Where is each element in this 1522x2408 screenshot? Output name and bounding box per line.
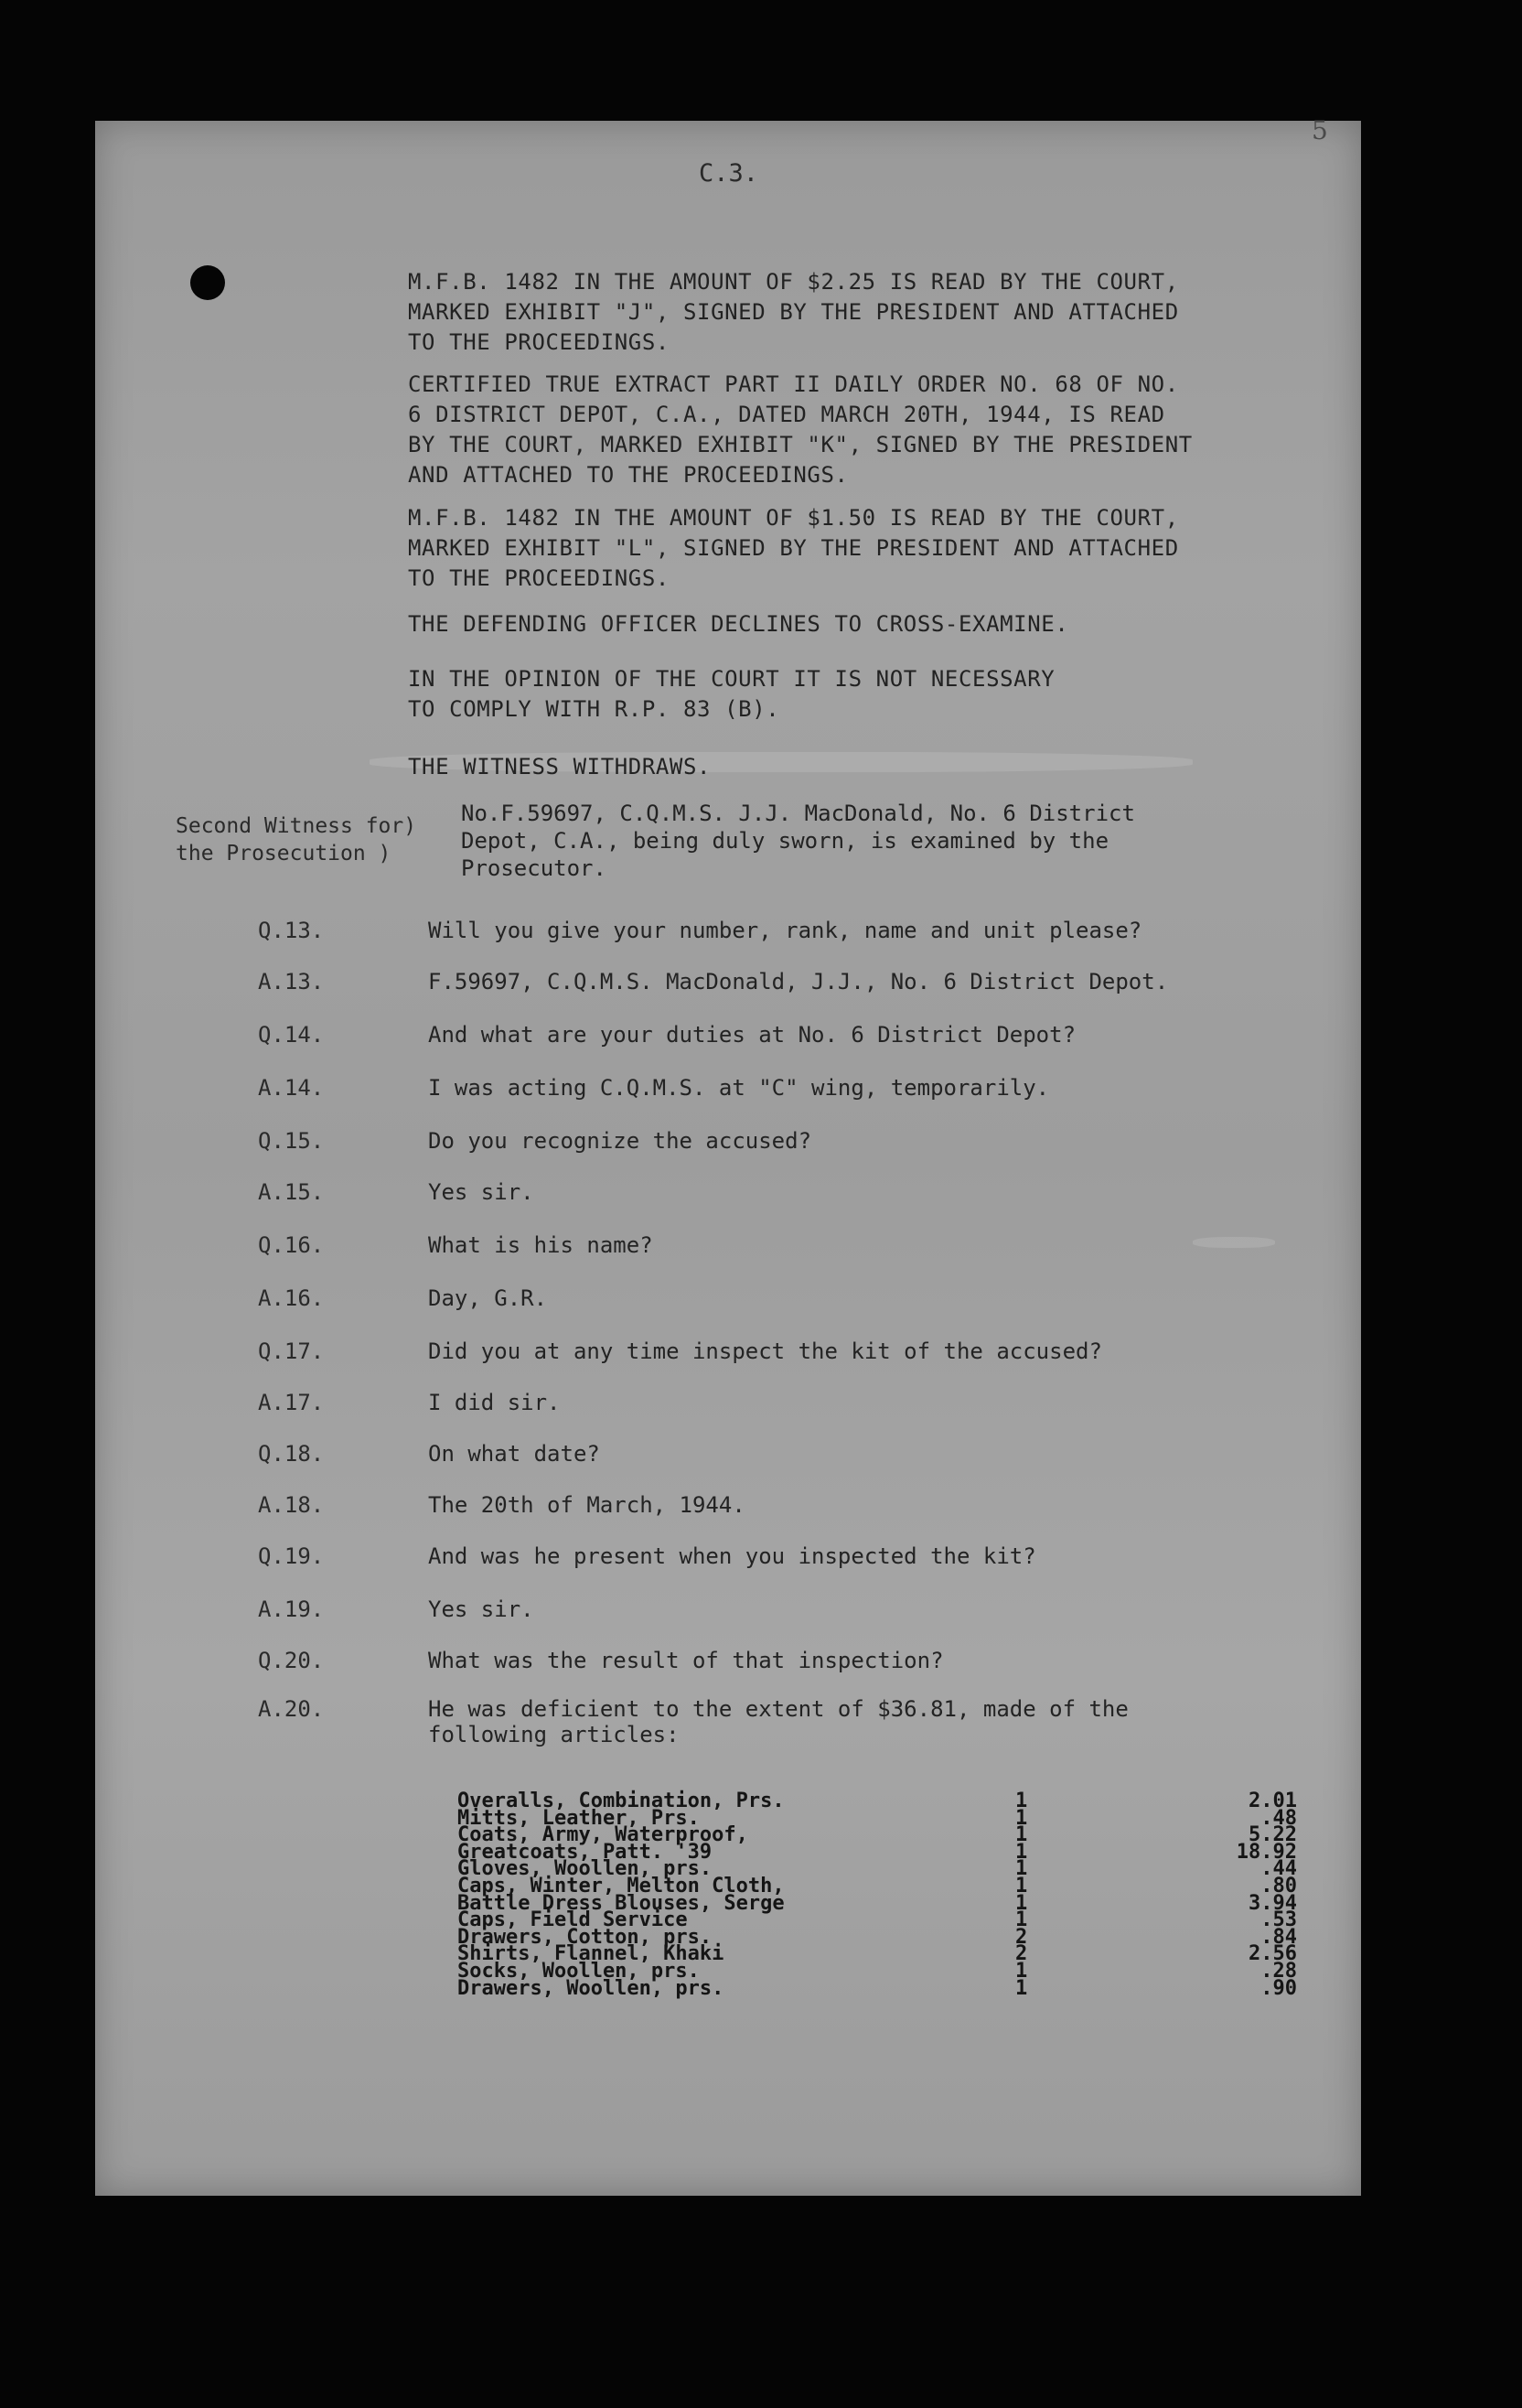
qa-number: A.13. [258,969,325,994]
qa-number: Q.14. [258,1022,325,1048]
qa-number: Q.13. [258,918,325,943]
qa-number: Q.17. [258,1338,325,1364]
article-quantity: 1 [1015,1806,1028,1830]
article-quantity: 1 [1015,1976,1028,2000]
qa-row [258,915,1337,946]
document-page [95,115,1361,2196]
qa-number: A.15. [258,1179,325,1205]
deficient-articles-list [457,1790,1299,2000]
qa-row [258,1696,1337,1751]
qa-row [258,1072,1337,1103]
qa-row [258,966,1337,997]
qa-number: A.18. [258,1492,325,1518]
article-value: .84 [1260,1925,1297,1949]
article-value: .80 [1260,1874,1297,1897]
qa-number: A.20. [258,1696,325,1722]
qa-number: Q.18. [258,1441,325,1467]
qa-number: A.19. [258,1596,325,1622]
paragraph-court-opinion: IN THE OPINION OF THE COURT IT IS NOT NECESSARY TO COMPLY WITH R.P. 83 (B). [408,666,1056,722]
article-value: .53 [1260,1908,1297,1932]
witness-label: Second Witness for) the Prosecution ) [176,814,417,865]
qa-text: On what date? [428,1441,600,1467]
qa-text: Yes sir. [428,1179,534,1205]
article-name: Drawers, Cotton, prs. [457,1925,713,1949]
article-name: Caps, Field Service [457,1908,688,1932]
article-quantity: 1 [1015,1823,1028,1847]
article-value: 18.92 [1236,1840,1297,1864]
page-number: C.3. [699,159,759,188]
article-value: .28 [1260,1959,1297,1983]
qa-row [258,1541,1337,1572]
article-value: 3.94 [1249,1891,1297,1915]
qa-text: And was he present when you inspected the kit? [428,1543,1036,1569]
article-name: Greatcoats, Patt. '39 [457,1840,713,1864]
qa-number: Q.16. [258,1232,325,1258]
qa-number: Q.15. [258,1128,325,1154]
article-name: Gloves, Woollen, prs. [457,1857,713,1881]
paragraph-witness-withdraws: THE WITNESS WITHDRAWS. [408,754,712,779]
article-value: 5.22 [1249,1823,1297,1847]
qa-text: The 20th of March, 1944. [428,1492,745,1518]
punch-hole [190,265,225,300]
qa-text: Will you give your number, rank, name and unit please? [428,918,1142,943]
article-name: Coats, Army, Waterproof, [457,1823,748,1847]
qa-text: And what are your duties at No. 6 District Depot? [428,1022,1077,1048]
qa-text: Day, G.R. [428,1285,548,1311]
article-name: Battle Dress Blouses, Serge [457,1891,785,1915]
qa-row [258,1387,1337,1418]
article-quantity: 1 [1015,1840,1028,1864]
list-item [457,1976,1299,2000]
qa-text: He was deficient to the extent of $36.81, made of the following articles: [428,1696,1129,1747]
corner-page-number: 5 [1312,115,1328,145]
paragraph-exhibit-j: M.F.B. 1482 IN THE AMOUNT OF $2.25 IS READ BY THE COURT, MARKED EXHIBIT "J", SIGNED BY THE PRESIDENT AND ATTACHED TO THE PROCEEDINGS. [408,269,1179,355]
qa-row [258,1177,1337,1208]
qa-row [258,1438,1337,1469]
article-name: Drawers, Woollen, prs. [457,1976,724,2000]
qa-number: A.14. [258,1075,325,1101]
qa-row [258,1125,1337,1156]
article-value: .44 [1260,1857,1297,1881]
article-value: .90 [1260,1976,1297,2000]
qa-text: F.59697, C.Q.M.S. MacDonald, J.J., No. 6 District Depot. [428,969,1169,994]
witness-statement: No.F.59697, C.Q.M.S. J.J. MacDonald, No. 6 District Depot, C.A., being duly sworn, is examined by the Prosecutor. [461,801,1135,881]
article-quantity: 1 [1015,1857,1028,1881]
article-name: Caps, Winter, Melton Cloth, [457,1874,785,1897]
qa-number: A.16. [258,1285,325,1311]
qa-number: A.17. [258,1390,325,1415]
qa-number: Q.19. [258,1543,325,1569]
qa-number: Q.20. [258,1648,325,1673]
article-quantity: 1 [1015,1908,1028,1932]
article-value: 2.01 [1249,1790,1297,1812]
qa-text: What is his name? [428,1232,653,1258]
qa-row [258,1594,1337,1625]
qa-text: I did sir. [428,1390,561,1415]
qa-row [258,1645,1337,1676]
article-quantity: 2 [1015,1942,1028,1966]
qa-row [258,1230,1337,1261]
article-name: Socks, Woollen, prs. [457,1959,700,1983]
qa-row [258,1336,1337,1367]
article-value: 2.56 [1249,1942,1297,1966]
qa-text: What was the result of that inspection? [428,1648,944,1673]
article-name: Mitts, Leather, Prs. [457,1806,700,1830]
paragraph-defending-officer: THE DEFENDING OFFICER DECLINES TO CROSS-EXAMINE. [408,611,1069,637]
paragraph-exhibit-l: M.F.B. 1482 IN THE AMOUNT OF $1.50 IS READ BY THE COURT, MARKED EXHIBIT "L", SIGNED BY THE PRESIDENT AND ATTACHED TO THE PROCEEDINGS. [408,505,1179,591]
article-value: .48 [1260,1806,1297,1830]
qa-row [258,1283,1337,1314]
qa-text: Yes sir. [428,1596,534,1622]
qa-text: Do you recognize the accused? [428,1128,812,1154]
qa-row [258,1489,1337,1521]
qa-text: I was acting C.Q.M.S. at "C" wing, temporarily. [428,1075,1050,1101]
article-quantity: 2 [1015,1925,1028,1949]
article-name: Shirts, Flannel, Khaki [457,1942,724,1966]
article-quantity: 1 [1015,1790,1028,1812]
qa-text: Did you at any time inspect the kit of the accused? [428,1338,1102,1364]
qa-row [258,1019,1337,1050]
article-name: Overalls, Combination, Prs. [457,1790,785,1812]
paragraph-exhibit-k: CERTIFIED TRUE EXTRACT PART II DAILY ORDER NO. 68 OF NO. 6 DISTRICT DEPOT, C.A., DATED MARCH 20TH, 1944, IS READ BY THE COURT, MARKED EXHIBIT "K", SIGNED BY THE PRESIDENT AND ATTACHED TO THE PROCEEDINGS. [408,371,1193,488]
article-quantity: 1 [1015,1891,1028,1915]
article-quantity: 1 [1015,1959,1028,1983]
article-quantity: 1 [1015,1874,1028,1897]
